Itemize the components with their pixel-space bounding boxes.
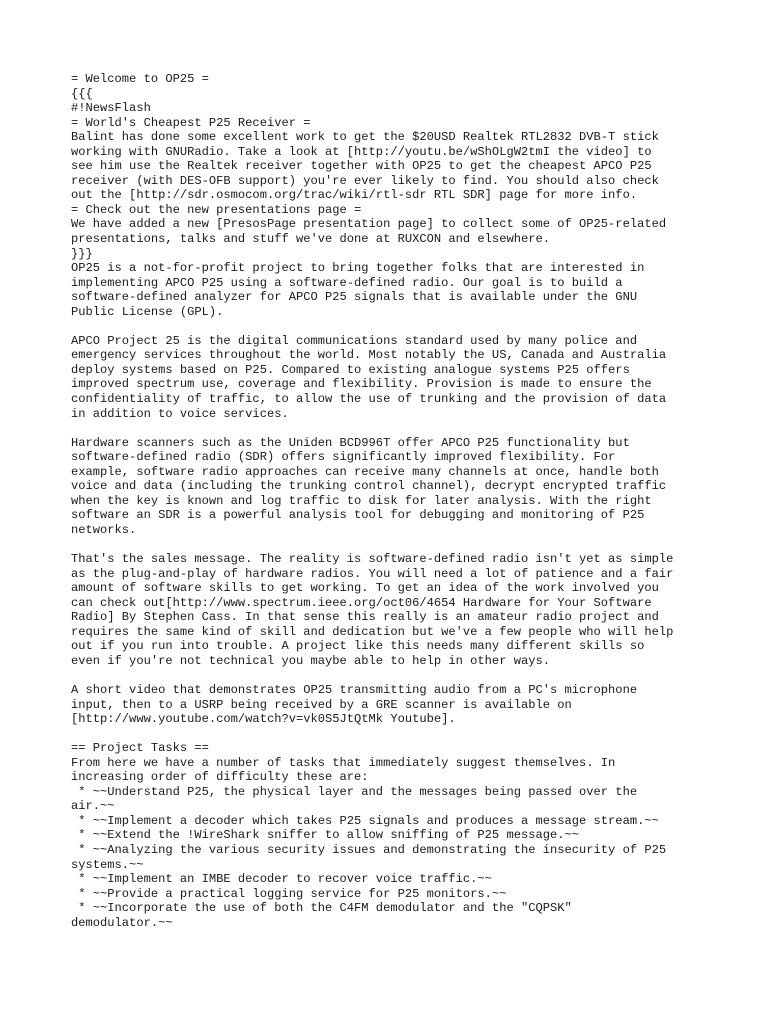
document-line: input, then to a USRP being received by a GRE scanner is available on: [71, 697, 572, 712]
document-line: Public License (GPL).: [71, 304, 224, 319]
document-line: as the plug-and-play of hardware radios. You will need a lot of patience and a fair: [71, 566, 674, 581]
document-line: out if you run into trouble. A project like this needs many different skills so: [71, 639, 645, 654]
document-line: air.~~: [71, 799, 115, 814]
document-line: }}}: [71, 246, 93, 261]
document-line: * ~~Implement a decoder which takes P25 signals and produces a message stream.~~: [71, 813, 659, 828]
document-line: [71, 421, 721, 436]
document-line: demodulator.~~: [71, 915, 173, 930]
document-line: * ~~Understand P25, the physical layer and the messages being passed over the: [71, 784, 638, 799]
document-line: voice and data (including the trunking control channel), decrypt encrypted traffic: [71, 479, 667, 494]
document-line: see him use the Realtek receiver together with OP25 to get the cheapest APCO P25: [71, 159, 652, 174]
document-line: increasing order of difficulty these are:: [71, 770, 369, 785]
document-line: requires the same kind of skill and dedication but we've a few people who will help: [71, 624, 674, 639]
document-line: [http://www.youtube.com/watch?v=vk0S5JtQtMk Youtube].: [71, 712, 456, 727]
document-line: presentations, talks and stuff we've done at RUXCON and elsewhere.: [71, 232, 550, 247]
document-line: working with GNURadio. Take a look at [http://youtu.be/wShOLgW2tmI the video] to: [71, 144, 652, 159]
document-line: software an SDR is a powerful analysis tool for debugging and monitoring of P25: [71, 508, 645, 523]
document-line: = Welcome to OP25 =: [71, 72, 209, 86]
document-line: [71, 538, 721, 553]
document-line: receiver (with DES-OFB support) you're ever likely to find. You should also check: [71, 173, 659, 188]
document-line: confidentiality of traffic, to allow the use of trunking and the provision of data: [71, 392, 667, 407]
document-line: implementing APCO P25 using a software-defined radio. Our goal is to build a: [71, 275, 623, 290]
document-line: example, software radio approaches can receive many channels at once, handle both: [71, 464, 659, 479]
document-line: amount of software skills to get working. To get an idea of the work involved you: [71, 581, 659, 596]
document-line: [71, 727, 721, 742]
document-line: = Check out the new presentations page =: [71, 202, 362, 217]
document-line: even if you're not technical you maybe able to help in other ways.: [71, 653, 550, 668]
document-line: when the key is known and log traffic to disk for later analysis. With the right: [71, 493, 652, 508]
document-line: [71, 319, 721, 334]
document-line: software-defined analyzer for APCO P25 signals that is available under the GNU: [71, 290, 638, 305]
document-line: improved spectrum use, coverage and flexibility. Provision is made to ensure the: [71, 377, 652, 392]
document-line: From here we have a number of tasks that immediately suggest themselves. In: [71, 755, 616, 770]
document-line: deploy systems based on P25. Compared to existing analogue systems P25 offers: [71, 362, 630, 377]
document-line: {{{: [71, 86, 93, 101]
document-line: [71, 668, 721, 683]
document-line: in addition to voice services.: [71, 406, 289, 421]
document-line: out the [http://sdr.osmocom.org/trac/wiki/rtl-sdr RTL SDR] page for more info.: [71, 188, 638, 203]
document-line: Balint has done some excellent work to get the $20USD Realtek RTL2832 DVB-T stick: [71, 130, 659, 145]
document-line: * ~~Implement an IMBE decoder to recover voice traffic.~~: [71, 872, 492, 887]
document-line: Radio] By Stephen Cass. In that sense this really is an amateur radio project and: [71, 610, 659, 625]
document-line: == Project Tasks ==: [71, 741, 209, 756]
document-line: * ~~Provide a practical logging service for P25 monitors.~~: [71, 886, 507, 901]
document-line: A short video that demonstrates OP25 transmitting audio from a PC's microphone: [71, 682, 638, 697]
document-line: systems.~~: [71, 857, 144, 872]
wiki-source-document: [71, 72, 721, 930]
document-line: APCO Project 25 is the digital communications standard used by many police and: [71, 333, 638, 348]
document-line: * ~~Incorporate the use of both the C4FM demodulator and the "CQPSK": [71, 901, 572, 916]
document-line: #!NewsFlash: [71, 101, 151, 116]
document-line: software-defined radio (SDR) offers significantly improved flexibility. For: [71, 450, 616, 465]
document-line: That's the sales message. The reality is software-defined radio isn't yet as simple: [71, 552, 674, 567]
document-line: can check out[http://www.spectrum.ieee.org/oct06/4654 Hardware for Your Software: [71, 595, 652, 610]
document-line: = World's Cheapest P25 Receiver =: [71, 115, 311, 130]
document-line: We have added a new [PresosPage presentation page] to collect some of OP25-related: [71, 217, 667, 232]
document-line: OP25 is a not-for-profit project to bring together folks that are interested in: [71, 261, 645, 276]
document-line: * ~~Extend the !WireShark sniffer to allow sniffing of P25 message.~~: [71, 828, 580, 843]
document-line: Hardware scanners such as the Uniden BCD996T offer APCO P25 functionality but: [71, 435, 630, 450]
document-line: networks.: [71, 522, 137, 537]
document-line: * ~~Analyzing the various security issues and demonstrating the insecurity of P25: [71, 842, 667, 857]
document-line: emergency services throughout the world. Most notably the US, Canada and Australia: [71, 348, 667, 363]
